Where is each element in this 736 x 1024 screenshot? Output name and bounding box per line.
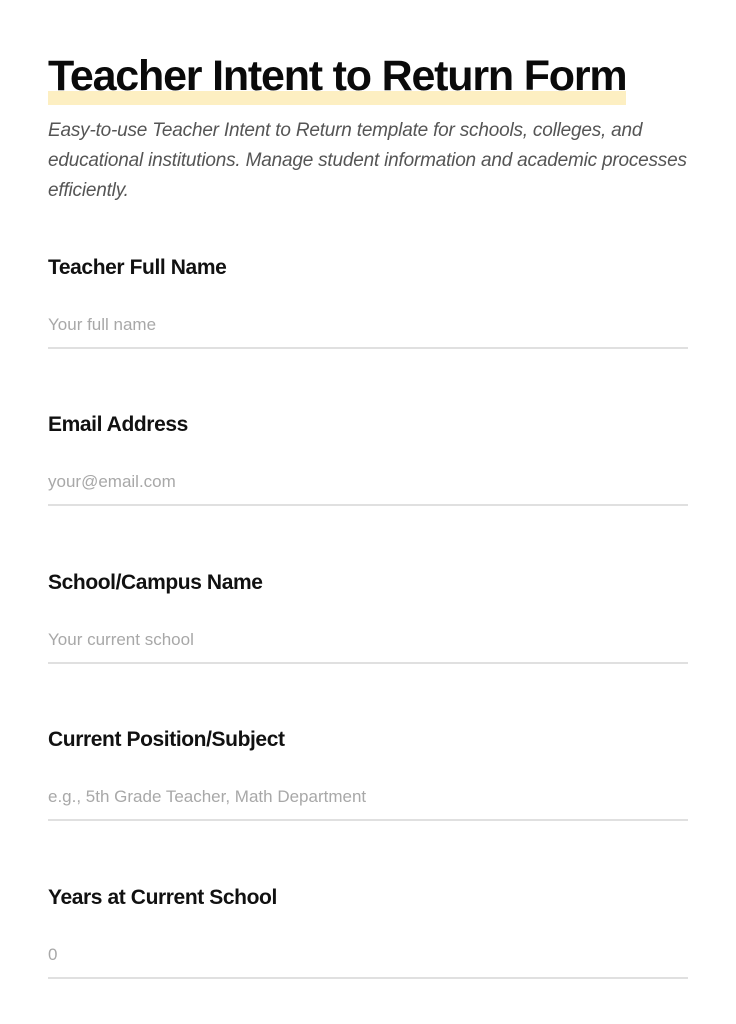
field-current-position-subject — [48, 727, 688, 821]
field-school-campus-name — [48, 570, 688, 664]
current-position-subject-label: Current Position/Subject — [48, 728, 285, 751]
school-campus-name-label: School/Campus Name — [48, 571, 263, 594]
school-campus-name-input[interactable] — [48, 630, 688, 664]
teacher-full-name-label: Teacher Full Name — [48, 256, 227, 279]
form-title: Teacher Intent to Return Form — [48, 52, 627, 100]
teacher-full-name-input[interactable] — [48, 315, 688, 349]
current-position-subject-input[interactable] — [48, 787, 688, 821]
field-years-at-current-school — [48, 885, 688, 979]
form-description: Easy-to-use Teacher Intent to Return template for schools, colleges, and educational institutions. Manage student information and academic processes efficiently. — [48, 120, 687, 201]
form-title-wrapper — [48, 52, 626, 100]
years-at-current-school-label: Years at Current School — [48, 886, 277, 909]
field-teacher-full-name — [48, 255, 688, 349]
email-address-input[interactable] — [48, 472, 688, 506]
field-email-address — [48, 412, 688, 506]
email-address-label: Email Address — [48, 413, 188, 436]
years-at-current-school-input[interactable] — [48, 945, 688, 979]
